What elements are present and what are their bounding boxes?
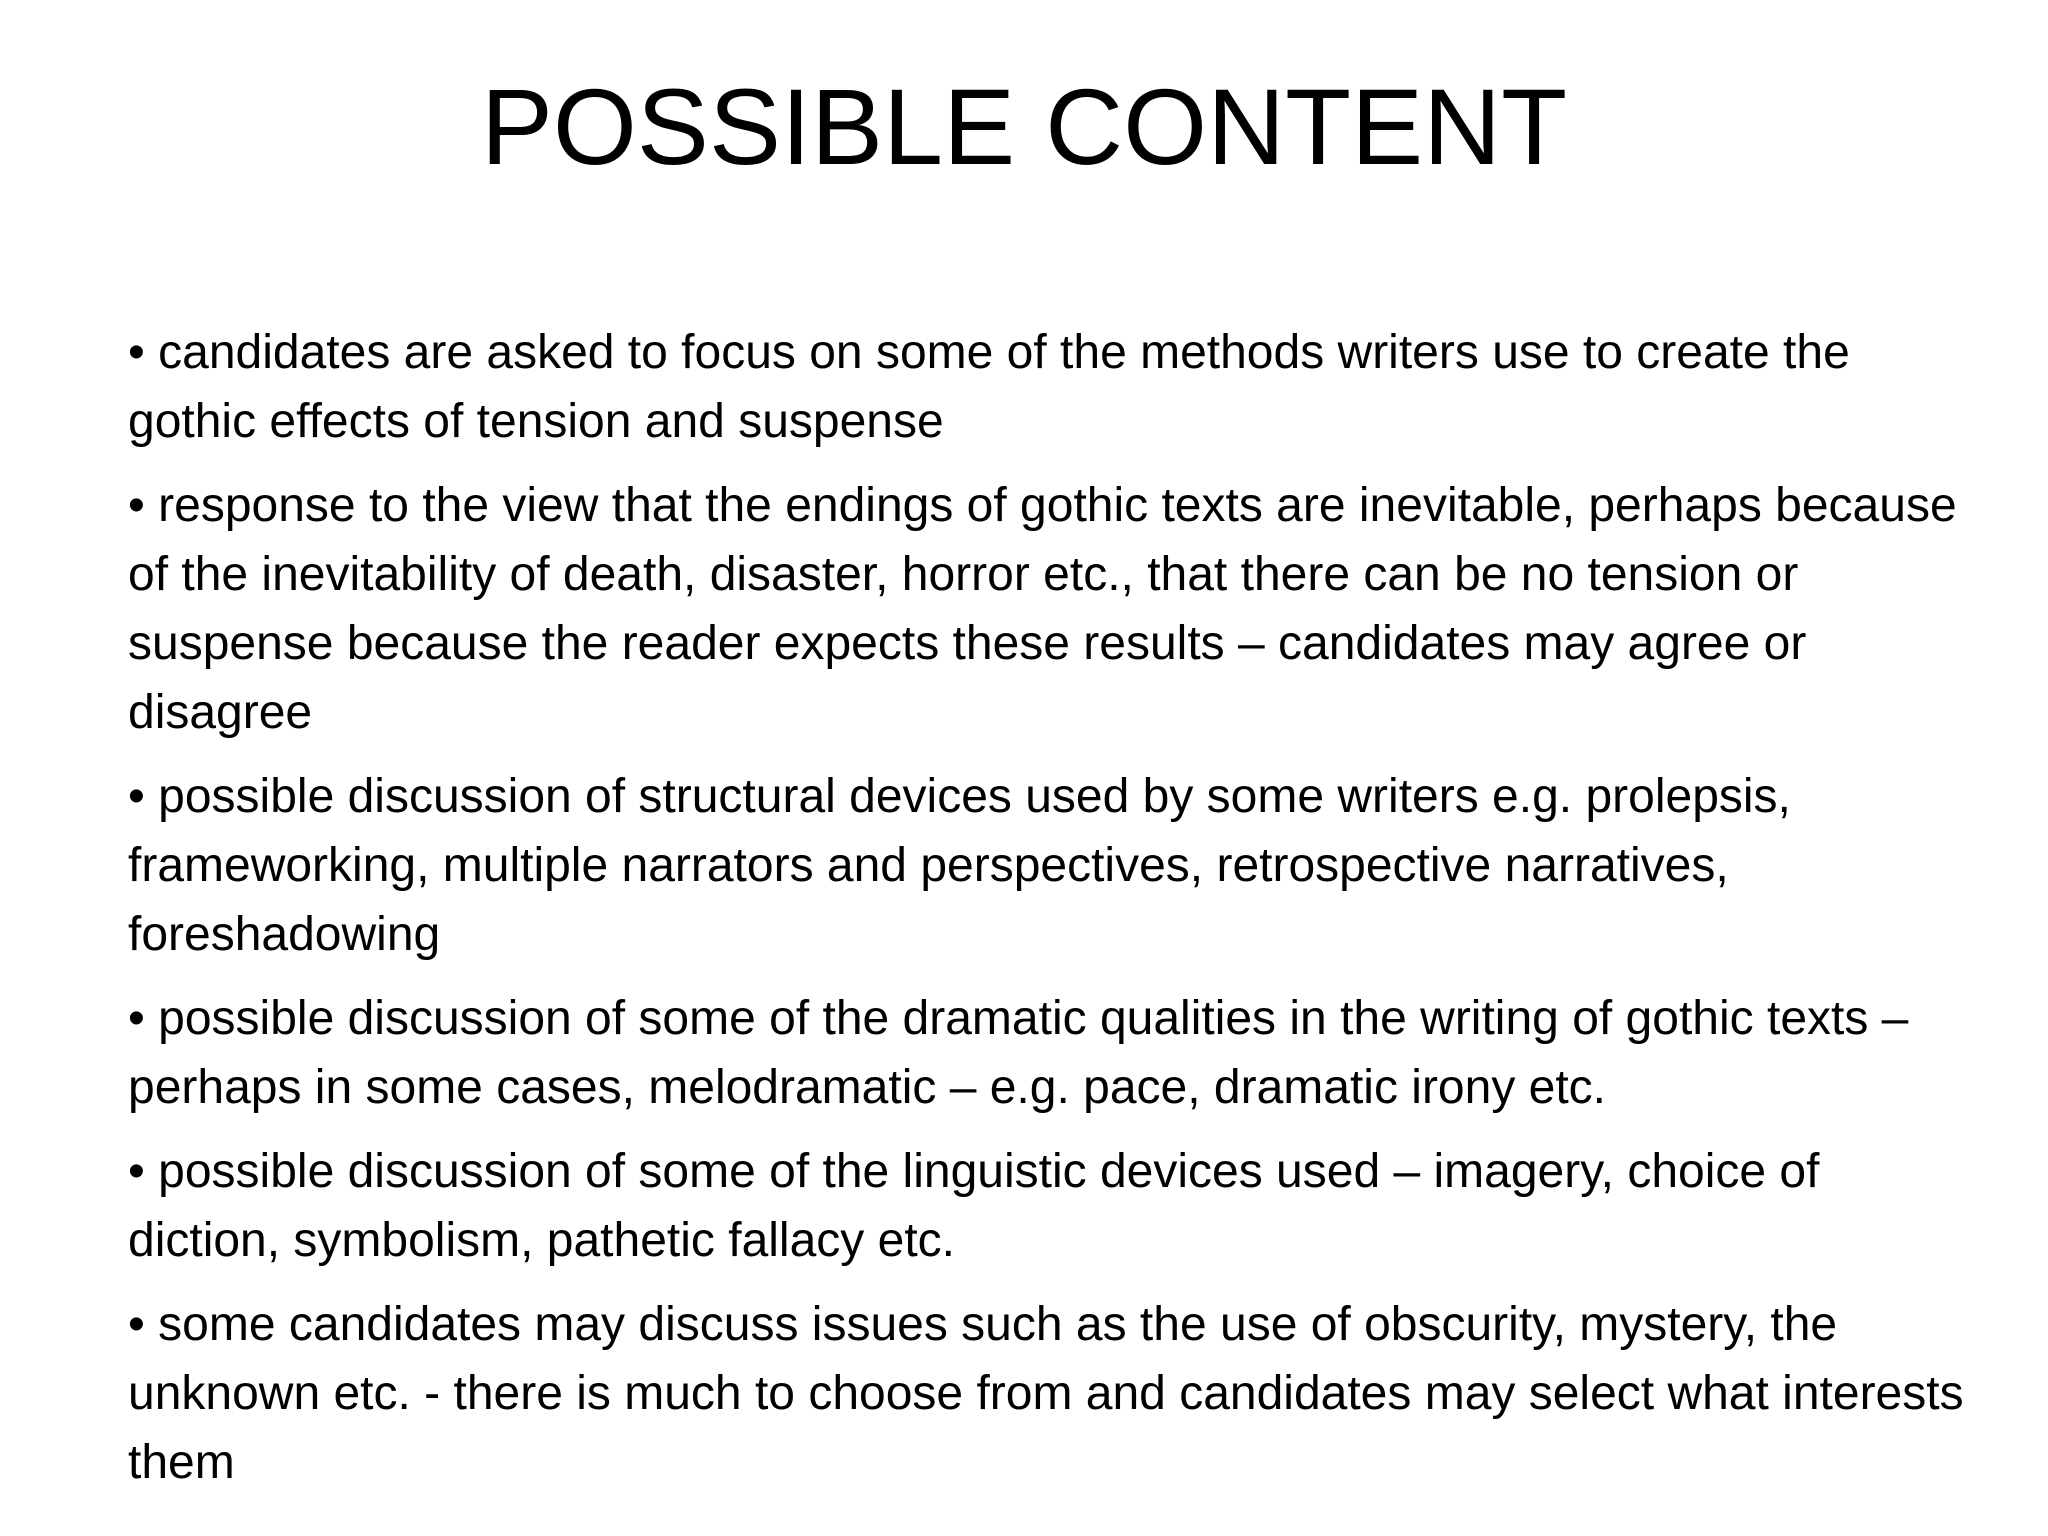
bullet-item [128, 1137, 1968, 1275]
bullet-text: possible discussion of structural devices used by some writers e.g. prolepsis, frameworking, multiple narrators and perspectives, retrospective narratives, foreshadowing [128, 770, 1791, 961]
bullet-list [128, 318, 1968, 1497]
bullet-text: possible discussion of some of the dramatic qualities in the writing of gothic texts – perhaps in some cases, melodramatic – e.g. pace, dramatic irony etc. [128, 992, 1909, 1114]
bullet-dot-icon: • [128, 1145, 145, 1198]
bullet-item [128, 984, 1968, 1122]
bullet-text: possible discussion of some of the linguistic devices used – imagery, choice of diction, symbolism, pathetic fallacy etc. [128, 1145, 1820, 1267]
bullet-item [128, 762, 1968, 969]
bullet-dot-icon: • [128, 992, 145, 1045]
bullet-dot-icon: • [128, 479, 145, 532]
bullet-text: response to the view that the endings of gothic texts are inevitable, perhaps because of the inevitability of death, disaster, horror etc., that there can be no tension or suspense because the reader expects these results – candidates may agree or disagree [128, 479, 1957, 739]
slide-title: POSSIBLE CONTENT [480, 66, 1568, 187]
slide-body [128, 318, 1968, 1512]
bullet-item [128, 318, 1968, 456]
bullet-text: some candidates may discuss issues such as the use of obscurity, mystery, the unknown etc. - there is much to choose from and candidates may select what interests them [128, 1298, 1964, 1489]
bullet-dot-icon: • [128, 1298, 145, 1351]
bullet-item [128, 471, 1968, 747]
bullet-item [128, 1290, 1968, 1497]
bullet-dot-icon: • [128, 770, 145, 823]
bullet-text: candidates are asked to focus on some of the methods writers use to create the gothic effects of tension and suspense [128, 326, 1850, 448]
bullet-dot-icon: • [128, 326, 145, 379]
